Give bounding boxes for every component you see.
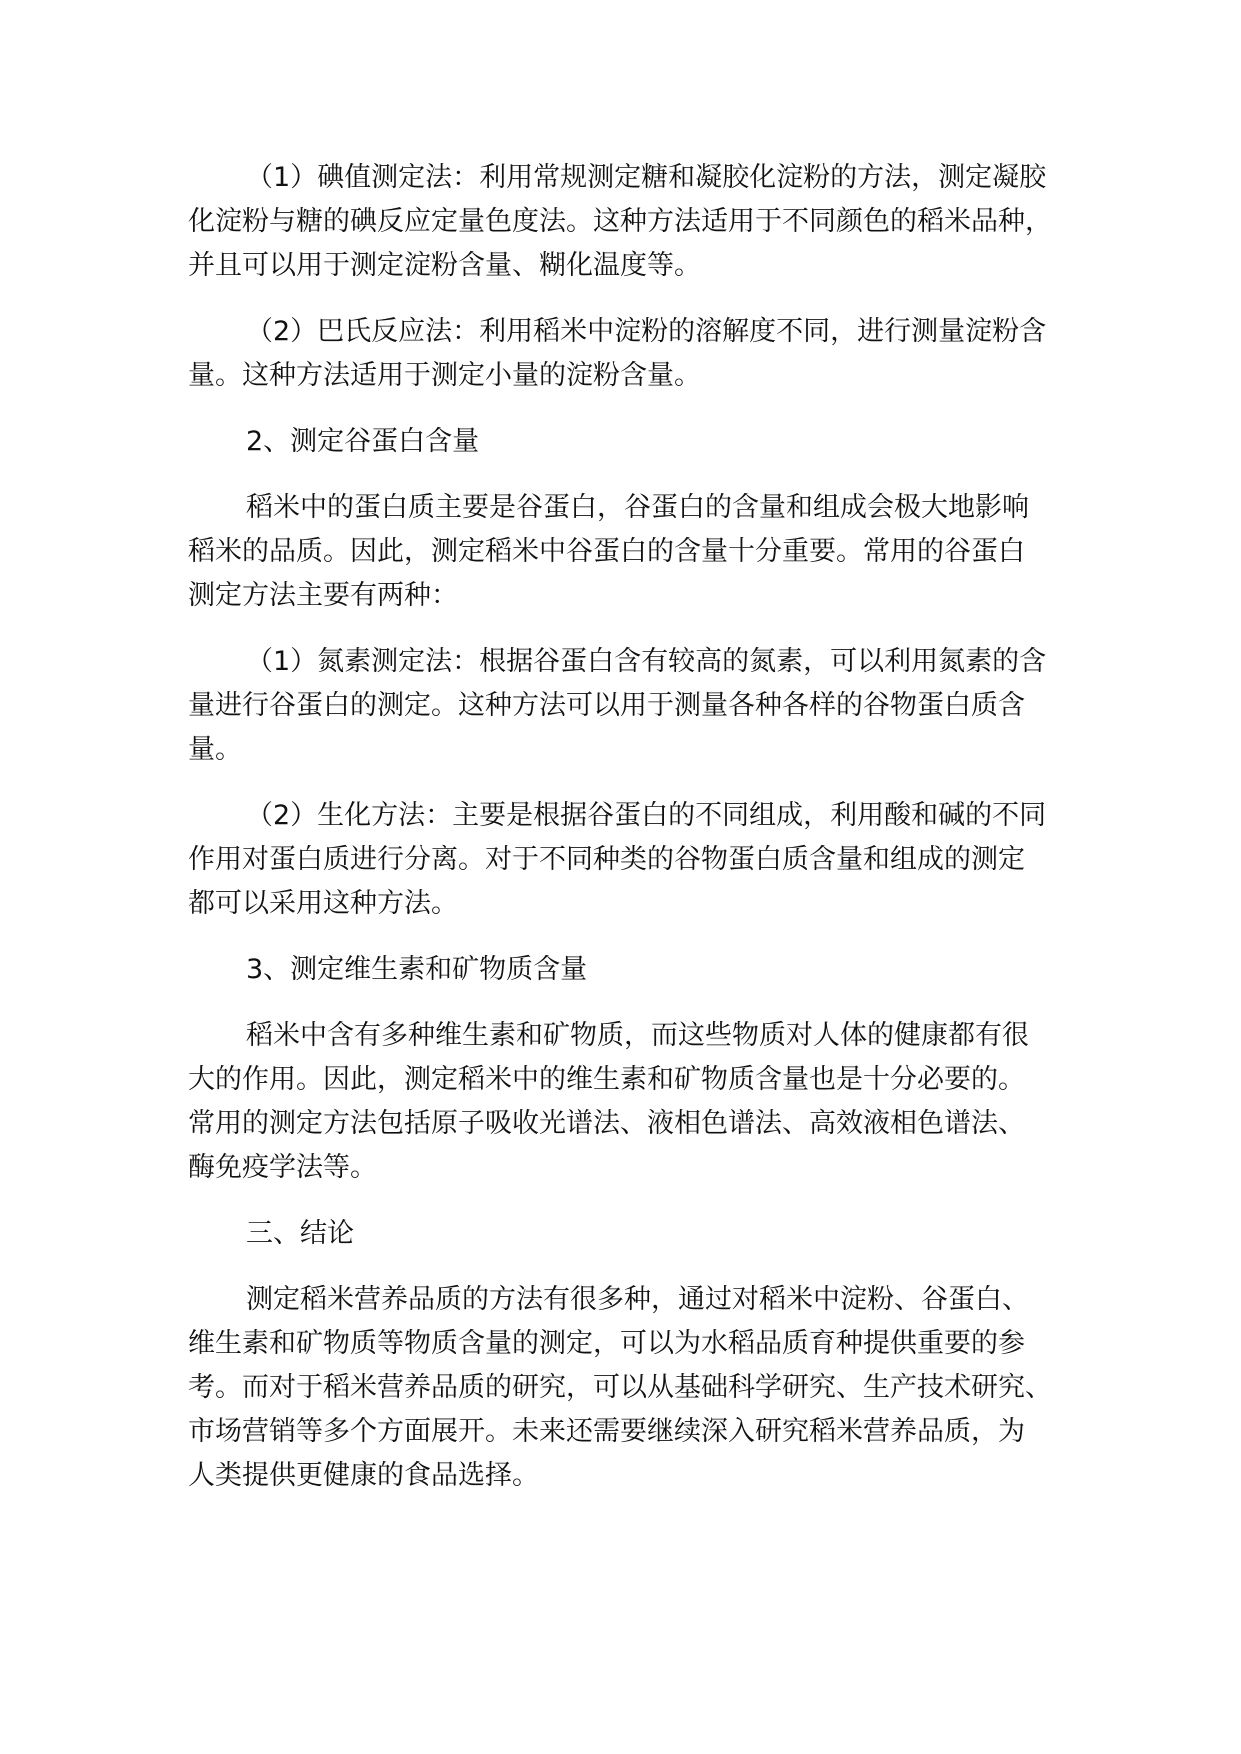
paragraph-line: 稻米中的蛋白质主要是谷蛋白，谷蛋白的含量和组成会极大地影响 xyxy=(246,492,1029,523)
paragraph-line: 维生素和矿物质等物质含量的测定，可以为水稻品质育种提供重要的参 xyxy=(188,1328,1025,1359)
paragraph-line: 量。 xyxy=(188,734,242,765)
paragraph-line: 测定方法主要有两种： xyxy=(188,580,458,611)
section-heading: 2、测定谷蛋白含量 xyxy=(246,426,480,457)
paragraph-line: 市场营销等多个方面展开。未来还需要继续深入研究稻米营养品质，为 xyxy=(188,1416,1025,1447)
paragraph-line: 量。这种方法适用于测定小量的淀粉含量。 xyxy=(188,360,701,391)
paragraph-line: 化淀粉与糖的碘反应定量色度法。这种方法适用于不同颜色的稻米品种， xyxy=(188,206,1052,237)
section-heading: 三、结论 xyxy=(246,1218,354,1249)
section-heading: 3、测定维生素和矿物质含量 xyxy=(246,954,588,985)
paragraph-line: （2）生化方法：主要是根据谷蛋白的不同组成，利用酸和碱的不同 xyxy=(246,800,1047,831)
paragraph-line: 并且可以用于测定淀粉含量、糊化温度等。 xyxy=(188,250,701,281)
paragraph-line: 常用的测定方法包括原子吸收光谱法、液相色谱法、高效液相色谱法、 xyxy=(188,1108,1025,1139)
paragraph-line: 都可以采用这种方法。 xyxy=(188,888,458,919)
paragraph-line: 考。而对于稻米营养品质的研究，可以从基础科学研究、生产技术研究、 xyxy=(188,1372,1052,1403)
paragraph-line: 酶免疫学法等。 xyxy=(188,1152,377,1183)
paragraph-line: 稻米中含有多种维生素和矿物质，而这些物质对人体的健康都有很 xyxy=(246,1020,1029,1051)
paragraph-line: 稻米的品质。因此，测定稻米中谷蛋白的含量十分重要。常用的谷蛋白 xyxy=(188,536,1025,567)
paragraph-line: （1）氮素测定法：根据谷蛋白含有较高的氮素，可以利用氮素的含 xyxy=(246,646,1047,677)
paragraph-line: 量进行谷蛋白的测定。这种方法可以用于测量各种各样的谷物蛋白质含 xyxy=(188,690,1025,721)
paragraph-line: （1）碘值测定法：利用常规测定糖和凝胶化淀粉的方法，测定凝胶 xyxy=(246,162,1047,193)
paragraph-line: 人类提供更健康的食品选择。 xyxy=(188,1460,539,1491)
paragraph-line: 大的作用。因此，测定稻米中的维生素和矿物质含量也是十分必要的。 xyxy=(188,1064,1025,1095)
paragraph-line: 测定稻米营养品质的方法有很多种，通过对稻米中淀粉、谷蛋白、 xyxy=(246,1284,1029,1315)
paragraph-line: （2）巴氏反应法：利用稻米中淀粉的溶解度不同，进行测量淀粉含 xyxy=(246,316,1047,347)
paragraph-line: 作用对蛋白质进行分离。对于不同种类的谷物蛋白质含量和组成的测定 xyxy=(188,844,1025,875)
